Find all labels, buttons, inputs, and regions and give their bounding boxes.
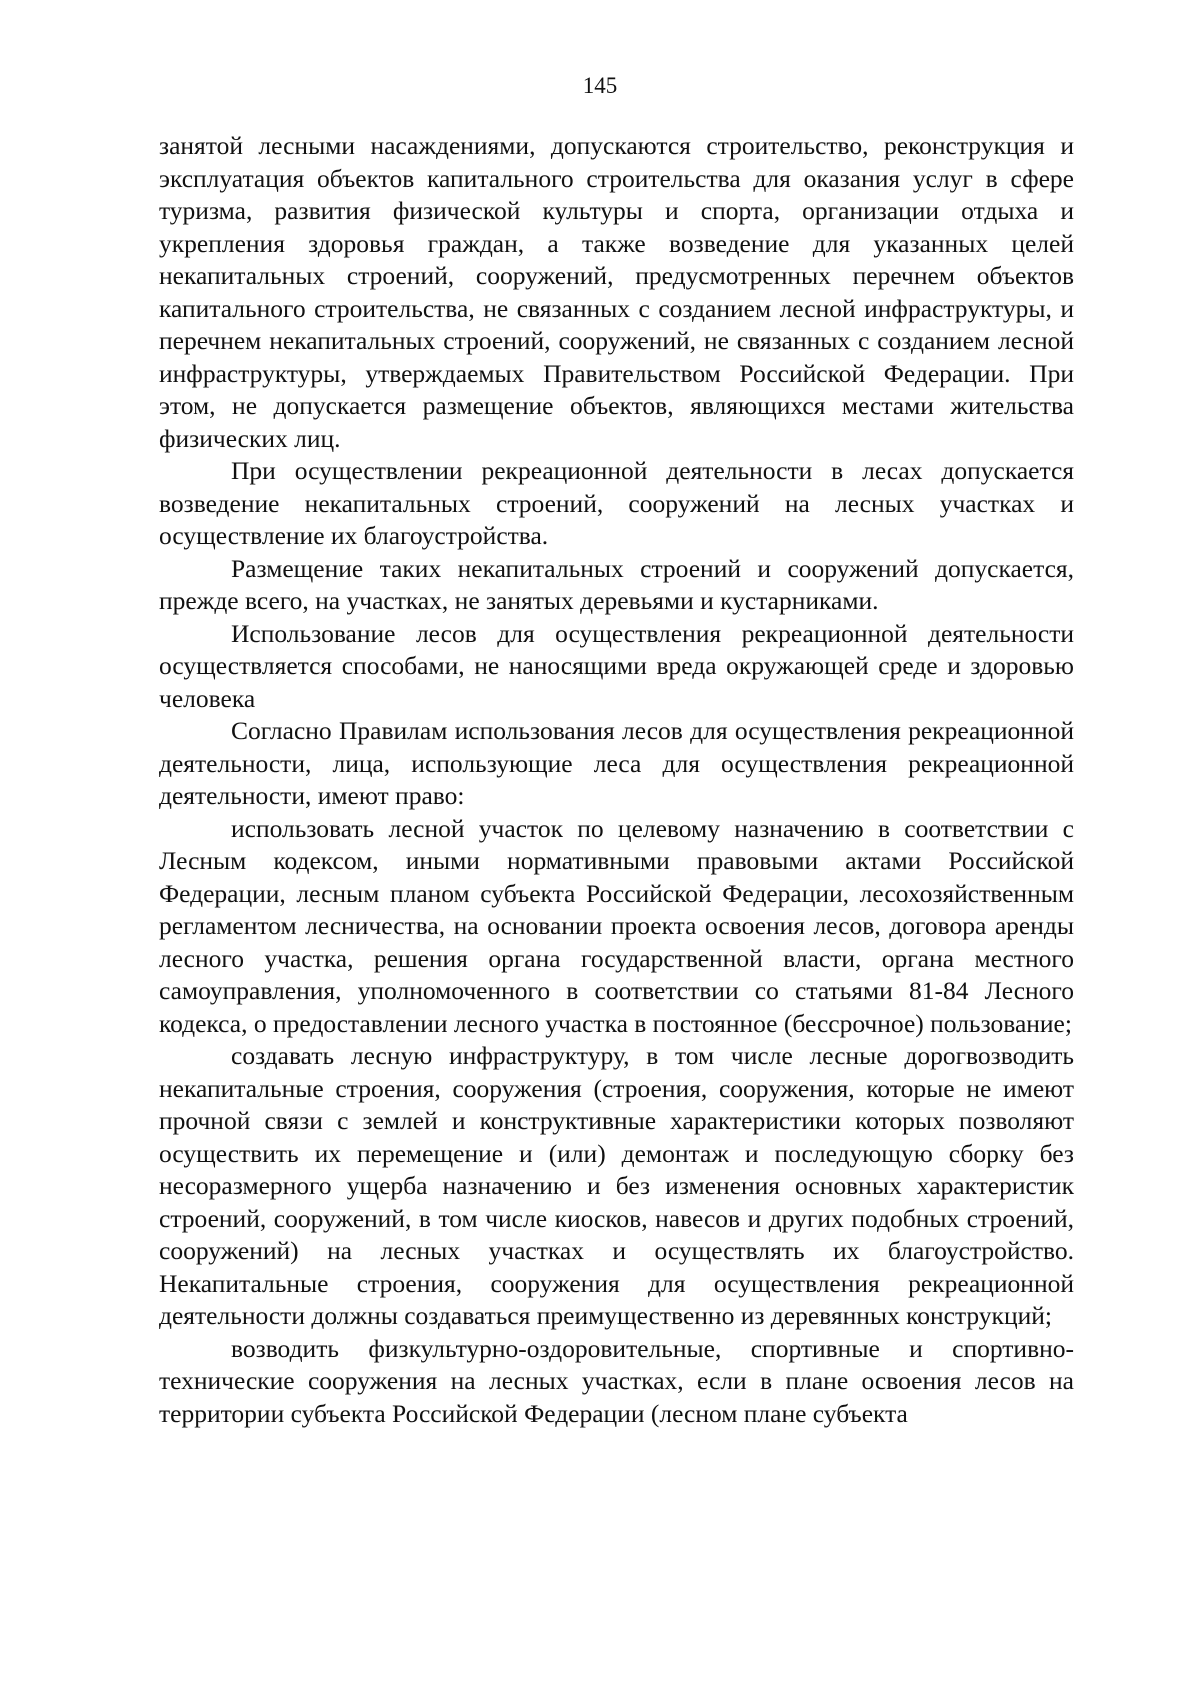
document-body: [159, 130, 1074, 1430]
paragraph: создавать лесную инфраструктуру, в том числе лесные дорогвозводить некапитальные строения, сооружения (строения, сооружения, которые не имеют прочной связи с землей и конструктивные характеристики которых позволяют осуществить их перемещение и (или) демонтаж и последующую сборку без несоразмерного ущерба назначению и без изменения основных характеристик строений, сооружений, в том числе киосков, навесов и других подобных строений, сооружений) на лесных участках и осуществлять их благоустройство. Некапитальные строения, сооружения для осуществления рекреационной деятельности должны создаваться преимущественно из деревянных конструкций;: [159, 1041, 1074, 1330]
paragraph: Размещение таких некапитальных строений и сооружений допускается, прежде всего, на участках, не занятых деревьями и кустарниками.: [159, 553, 1074, 615]
paragraph: занятой лесными насаждениями, допускаются строительство, реконструкция и эксплуатация объектов капитального строительства для оказания услуг в сфере туризма, развития физической культуры и спорта, организации отдыха и укрепления здоровья граждан, а также возведение для указанных целей некапитальных строений, сооружений, предусмотренных перечнем объектов капитального строительства, не связанных с созданием лесной инфраструктуры, и перечнем некапитальных строений, сооружений, не связанных с созданием лесной инфраструктуры, утверждаемых Правительством Российской Федерации. При этом, не допускается размещение объектов, являющихся местами жительства физических лиц.: [159, 131, 1074, 453]
paragraph: возводить физкультурно-оздоровительные, спортивные и спортивно-технические сооружения на лесных участках, если в плане освоения лесов на территории субъекта Российской Федерации (лесном плане субъекта: [159, 1333, 1074, 1428]
paragraph: При осуществлении рекреационной деятельности в лесах допускается возведение некапитальных строений, сооружений на лесных участках и осуществление их благоустройства.: [159, 456, 1074, 550]
paragraph: Использование лесов для осуществления рекреационной деятельности осуществляется способами, не наносящими вреда окружающей среде и здоровью человека: [159, 618, 1074, 713]
paragraph: Согласно Правилам использования лесов для осуществления рекреационной деятельности, лица, использующие леса для осуществления рекреационной деятельности, имеют право:: [159, 716, 1074, 810]
page-number: 145: [582, 73, 618, 98]
paragraph: использовать лесной участок по целевому назначению в соответствии с Лесным кодексом, иными нормативными правовыми актами Российской Федерации, лесным планом субъекта Российской Федерации, лесохозяйственным регламентом лесничества, на основании проекта освоения лесов, договора аренды лесного участка, решения органа государственной власти, органа местного самоуправления, уполномоченного в соответствии со статьями 81-84 Лесного кодекса, о предоставлении лесного участка в постоянное (бессрочное) пользование;: [159, 813, 1074, 1038]
